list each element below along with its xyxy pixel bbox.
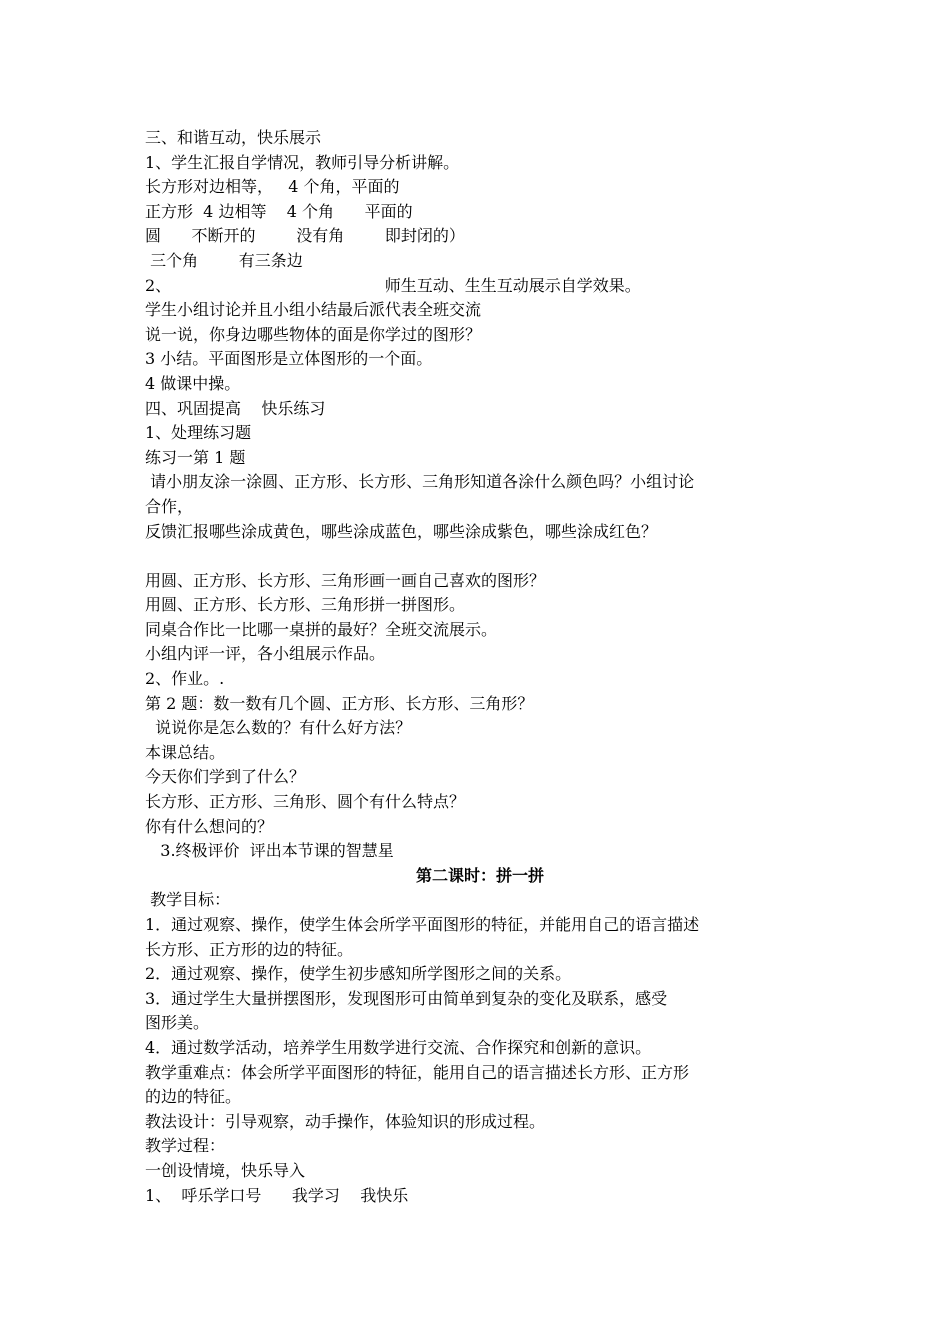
text-line: 你有什么想问的？ xyxy=(145,816,274,836)
text-line: 教学目标： xyxy=(145,890,231,910)
text-line: 三个角 有三条边 xyxy=(145,250,303,270)
text-line: 一创设情境，快乐导入 xyxy=(145,1160,306,1180)
text-line: 3 小结。平面图形是立体图形的一个面。 xyxy=(145,349,433,369)
text-line: 2．通过观察、操作，使学生初步感知所学图形之间的关系。 xyxy=(145,964,572,984)
text-line: 长方形、正方形、三角形、圆个有什么特点？ xyxy=(145,792,466,812)
text-line: 的边的特征。 xyxy=(145,1087,242,1107)
text-line: 图形美。 xyxy=(145,1013,210,1033)
text-line xyxy=(145,544,815,569)
lesson-one-section xyxy=(145,126,815,864)
text-line: 2、作业。. xyxy=(145,669,225,689)
text-line: 学生小组讨论并且小组小结最后派代表全班交流 xyxy=(145,300,482,320)
text-line: 请小朋友涂一涂圆、正方形、长方形、三角形知道各涂什么颜色吗？小组讨论 xyxy=(145,472,695,492)
text-line: 1、学生汇报自学情况，教师引导分析讲解。 xyxy=(145,152,460,172)
text-line: 同桌合作比一比哪一桌拼的最好？全班交流展示。 xyxy=(145,619,498,639)
text-line: 教学过程： xyxy=(145,1136,226,1156)
text-line: 4．通过数学活动，培养学生用数学进行交流、合作探究和创新的意识。 xyxy=(145,1037,652,1057)
text-line: 3．通过学生大量拼摆图形，发现图形可由简单到复杂的变化及联系，感受 xyxy=(145,988,668,1008)
text-line: 圆 不断开的 没有角 即封闭的） xyxy=(145,226,465,246)
text-line: 正方形 4 边相等 4 个角 平面的 xyxy=(145,201,413,221)
text-line: 教学重难点：体会所学平面图形的特征，能用自己的语言描述长方形、正方形 xyxy=(145,1062,690,1082)
text-line: 1、 呼乐学口号 我学习 我快乐 xyxy=(145,1185,409,1205)
text-line: 1、处理练习题 xyxy=(145,423,252,443)
text-line: 3.终极评价 评出本节课的智慧星 xyxy=(145,841,394,861)
text-line: 用圆、正方形、长方形、三角形拼一拼图形。 xyxy=(145,595,466,615)
lesson-two-section xyxy=(145,888,815,1208)
text-line: 今天你们学到了什么？ xyxy=(145,767,306,787)
text-line: 教法设计：引导观察，动手操作，体验知识的形成过程。 xyxy=(145,1111,546,1131)
document-body xyxy=(145,126,815,1208)
text-line: 长方形、正方形的边的特征。 xyxy=(145,939,354,959)
text-line: 本课总结。 xyxy=(145,742,226,762)
text-line: 用圆、正方形、长方形、三角形画一画自己喜欢的图形？ xyxy=(145,570,546,590)
text-line: 合作， xyxy=(145,496,194,516)
text-line: 练习一第 1 题 xyxy=(145,447,246,467)
text-line: 小组内评一评，各小组展示作品。 xyxy=(145,644,386,664)
text-line: 1．通过观察、操作，使学生体会所学平面图形的特征，并能用自己的语言描述 xyxy=(145,915,700,934)
text-line: 反馈汇报哪些涂成黄色，哪些涂成蓝色，哪些涂成紫色，哪些涂成红色？ xyxy=(145,521,658,541)
text-line: 说一说，你身边哪些物体的面是你学过的图形？ xyxy=(145,324,482,344)
text-line: 第 2 题：数一数有几个圆、正方形、长方形、三角形？ xyxy=(145,693,534,713)
section-title: 第二课时：拼一拼 xyxy=(415,865,544,885)
text-line: 长方形对边相等， 4 个角，平面的 xyxy=(145,177,400,197)
text-line: 4 做课中操。 xyxy=(145,373,241,393)
text-line: 2、 师生互动、生生互动展示自学效果。 xyxy=(145,275,641,295)
text-line: 三、和谐互动，快乐展示 xyxy=(145,128,322,147)
text-line: 四、巩固提高 快乐练习 xyxy=(145,398,326,418)
text-line: 说说你是怎么数的？有什么好方法？ xyxy=(145,718,412,738)
